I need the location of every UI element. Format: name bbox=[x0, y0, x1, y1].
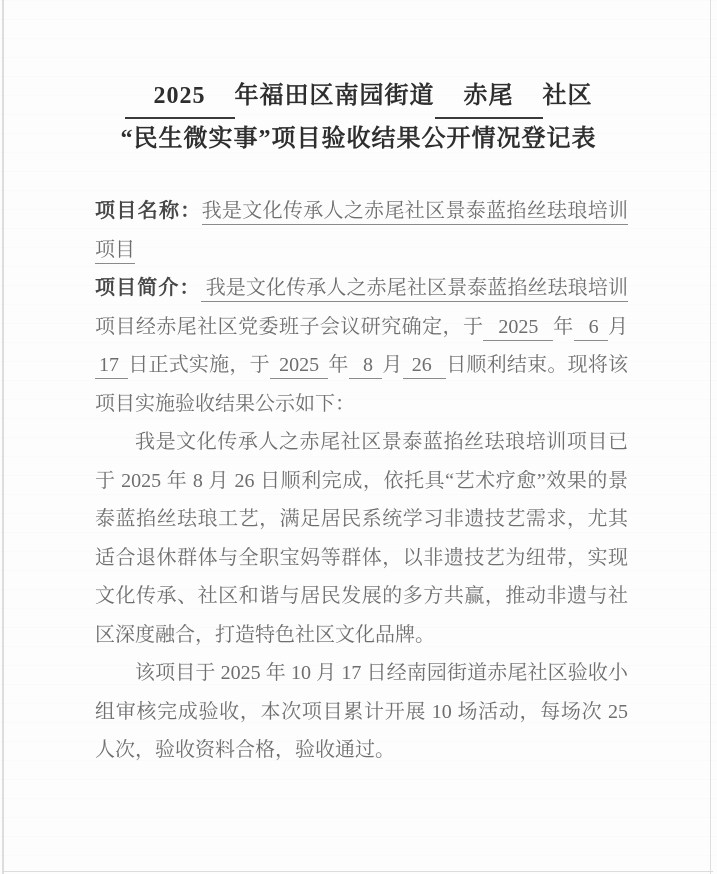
project-intro-label: 项目简介： bbox=[95, 277, 201, 299]
document-body bbox=[95, 192, 634, 770]
title-text-community: 社区 bbox=[542, 83, 593, 109]
project-intro-paragraph bbox=[95, 269, 634, 423]
start-day-blank: 17 bbox=[95, 354, 128, 379]
title-text-district: 年福田区南园街道 bbox=[234, 83, 435, 109]
intro-seg3: 月 bbox=[608, 315, 634, 338]
document-title-line2: “民生微实事”项目验收结果公开情况登记表 bbox=[120, 126, 597, 152]
document-title-line1 bbox=[0, 76, 717, 119]
end-year-blank: 2025 bbox=[270, 354, 328, 379]
intro-seg5: 年 bbox=[328, 354, 349, 376]
document-title bbox=[0, 76, 717, 159]
title-community-blank: 赤尾 bbox=[435, 76, 543, 119]
project-name-line bbox=[95, 192, 628, 269]
title-year-blank: 2025 bbox=[125, 76, 235, 119]
start-month-blank: 6 bbox=[574, 316, 608, 341]
project-name-value: 我是文化传承人之赤尾社区景泰蓝掐丝珐琅培训项目 bbox=[95, 200, 628, 264]
end-day-blank: 26 bbox=[403, 354, 447, 379]
intro-seg7: 日顺利结束。现将该项目实施验收结果公示如下： bbox=[95, 354, 629, 415]
intro-seg6: 月 bbox=[382, 354, 403, 376]
intro-seg1: 项目经赤尾社区党委班子会议研究确定，于 bbox=[95, 315, 484, 338]
project-intro-value: 我是文化传承人之赤尾社区景泰蓝掐丝珐琅培训 bbox=[201, 277, 628, 302]
page-edge-bottom bbox=[2, 871, 713, 872]
acceptance-paragraph: 该项目于 2025 年 10 月 17 日经南园街道赤尾社区验收小组审核完成验收，本次项目累计开展 10 场活动，每场次 25 人次，验收资料合格，验收通过。 bbox=[95, 662, 633, 761]
project-name-label: 项目名称： bbox=[95, 200, 202, 222]
result-paragraph: 我是文化传承人之赤尾社区景泰蓝掐丝珐琅培训项目已于 2025 年 8 月 26 日顺利完成，依托具“艺术疗愈”效果的景泰蓝掐丝珐琅工艺，满足居民系统学习非遗技艺需求，尤其适合退休群体与全职宝妈等群体，以非遗技艺为纽带，实现文化传承、社区和谐与居民发展的多方共赢，推动非遗与社区深度融合，打造特色社区文化品牌。 bbox=[95, 431, 628, 646]
intro-seg2: 年 bbox=[553, 315, 574, 338]
end-month-blank: 8 bbox=[349, 354, 383, 379]
start-year-blank: 2025 bbox=[483, 316, 553, 341]
intro-seg4: 日正式实施，于 bbox=[128, 354, 270, 376]
